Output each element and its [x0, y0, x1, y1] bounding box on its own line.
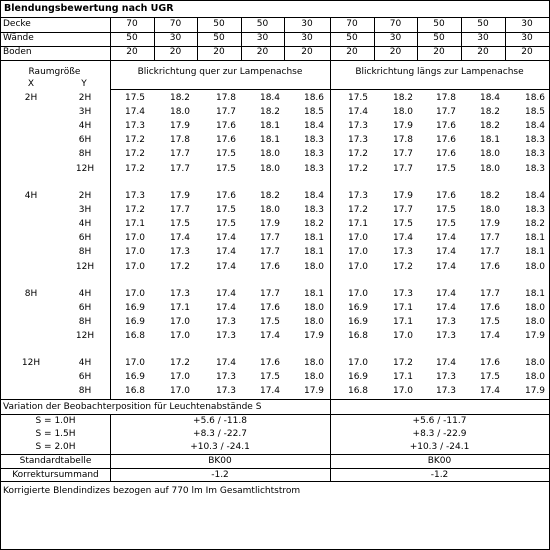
ugr-value-across: 17.4 [169, 233, 191, 243]
reflectance-value: 20 [126, 47, 138, 57]
reflectance-value: 20 [346, 47, 358, 57]
ugr-value-along: 17.6 [479, 358, 501, 368]
ugr-value-along: 17.5 [347, 93, 369, 103]
ugr-value-along: 18.3 [524, 135, 546, 145]
ugr-value-across: 17.7 [259, 233, 281, 243]
ugr-value-along: 17.3 [347, 191, 369, 201]
ugr-value-across: 17.5 [259, 372, 281, 382]
ugr-value-across: 18.4 [259, 93, 281, 103]
reflectance-col-divider [110, 17, 111, 60]
ugr-value-along: 16.9 [347, 303, 369, 313]
ugr-value-along: 17.4 [479, 331, 501, 341]
reflectance-value: 30 [477, 33, 489, 43]
ugr-value-along: 17.6 [479, 303, 501, 313]
ugr-value-along: 17.5 [392, 219, 414, 229]
reflectance-value: 50 [477, 19, 489, 29]
ugr-value-across: 17.5 [124, 93, 146, 103]
reflectance-value: 30 [256, 33, 269, 43]
ugr-value-along: 18.2 [479, 107, 501, 117]
variation-value-along: +8.3 / -22.9 [412, 429, 467, 439]
ugr-value-along: 18.1 [524, 233, 546, 243]
reflectance-value: 50 [346, 33, 358, 43]
standard-divider [1, 468, 549, 469]
ugr-value-across: 17.2 [169, 262, 191, 272]
ugr-value-across: 17.3 [124, 121, 146, 131]
ugr-value-across: 17.3 [169, 289, 191, 299]
ugr-value-across: 17.1 [169, 303, 191, 313]
ugr-value-along: 18.4 [479, 93, 501, 103]
ugr-value-along: 17.7 [392, 205, 414, 215]
ugr-value-along: 16.9 [347, 317, 369, 327]
reflectance-value: 50 [433, 33, 445, 43]
ugr-value-across: 17.4 [259, 386, 281, 396]
variation-label: S = 1.5H [35, 429, 76, 439]
reflectance-value: 70 [126, 19, 138, 29]
ugr-value-along: 17.4 [435, 303, 457, 313]
ugr-value-along: 17.9 [479, 219, 501, 229]
reflectance-label: Wände [3, 33, 34, 43]
ugr-value-across: 17.9 [259, 219, 281, 229]
ugr-value-along: 17.5 [435, 205, 457, 215]
ugr-value-along: 17.0 [392, 331, 414, 341]
ugr-value-along: 17.7 [392, 164, 414, 174]
ugr-value-along: 17.9 [524, 386, 546, 396]
ugr-value-across: 18.1 [259, 121, 281, 131]
ugr-value-along: 17.3 [347, 121, 369, 131]
ugr-value-across: 17.6 [259, 358, 281, 368]
ugr-value-across: 17.4 [215, 303, 237, 313]
reflectance-value: 30 [389, 33, 402, 43]
ugr-value-across: 18.1 [303, 247, 325, 257]
ugr-value-along: 17.7 [479, 233, 501, 243]
variation-value-across: +5.6 / -11.8 [193, 416, 247, 426]
ugr-value-across: 17.6 [215, 191, 237, 201]
variation-value-along: +10.3 / -24.1 [409, 442, 470, 452]
ugr-value-along: 18.0 [392, 107, 414, 117]
x-label: X [27, 79, 35, 89]
ugr-value-across: 17.0 [124, 262, 146, 272]
ugr-value-across: 17.0 [124, 233, 146, 243]
ugr-value-across: 18.0 [259, 205, 281, 215]
ugr-value-across: 18.1 [303, 233, 325, 243]
ugr-value-along: 17.4 [347, 107, 369, 117]
ugr-value-across: 16.8 [124, 331, 146, 341]
ugr-value-across: 17.2 [169, 358, 191, 368]
ugr-value-along: 17.0 [347, 289, 369, 299]
ugr-value-along: 18.2 [524, 219, 546, 229]
ugr-value-along: 17.6 [435, 135, 457, 145]
ugr-value-along: 18.0 [479, 205, 501, 215]
reflectance-value: 30 [521, 33, 533, 43]
reflectance-label: Decke [3, 19, 31, 29]
ugr-value-across: 17.3 [215, 372, 237, 382]
ugr-value-along: 17.5 [435, 164, 457, 174]
ugr-value-across: 17.5 [215, 164, 237, 174]
row-y-label: 8H [78, 247, 92, 257]
reflectance-value: 30 [301, 33, 313, 43]
ugr-value-across: 17.0 [169, 372, 191, 382]
group-x-label: 2H [24, 93, 38, 103]
ugr-value-across: 18.3 [303, 205, 325, 215]
ugr-value-along: 18.2 [479, 121, 501, 131]
variation-label: S = 2.0H [35, 442, 76, 452]
ugr-value-along: 17.2 [347, 205, 369, 215]
ugr-value-along: 17.4 [479, 386, 501, 396]
reflectance-col-divider [154, 17, 155, 60]
variation-value-across: +10.3 / -24.1 [190, 442, 250, 452]
ugr-value-across: 17.4 [259, 331, 281, 341]
ugr-value-along: 17.9 [392, 121, 414, 131]
ugr-value-along: 17.6 [435, 191, 457, 201]
reflectance-value: 20 [169, 47, 182, 57]
row-y-label: 8H [78, 386, 92, 396]
ugr-value-along: 17.4 [435, 289, 457, 299]
row-y-label: 4H [78, 121, 92, 131]
row-y-label: 3H [78, 205, 92, 215]
ugr-value-across: 18.2 [303, 219, 325, 229]
reflectance-col-divider [374, 17, 375, 60]
ugr-value-across: 17.4 [215, 358, 237, 368]
row-y-label: 6H [78, 135, 92, 145]
ugr-value-along: 17.3 [435, 386, 457, 396]
ugr-value-along: 17.3 [435, 372, 457, 382]
ugr-value-across: 17.7 [169, 149, 191, 159]
ugr-value-along: 17.2 [392, 358, 414, 368]
footer-divider [1, 481, 549, 482]
ugr-value-across: 17.4 [215, 247, 237, 257]
row-y-label: 12H [75, 331, 95, 341]
ugr-value-across: 17.2 [124, 164, 146, 174]
ugr-value-across: 17.6 [215, 135, 237, 145]
ugr-value-across: 17.7 [215, 107, 237, 117]
ugr-value-along: 17.4 [435, 233, 457, 243]
ugr-value-along: 17.3 [392, 247, 414, 257]
ugr-value-along: 17.6 [479, 262, 501, 272]
ugr-value-across: 17.4 [215, 262, 237, 272]
reflectance-col-divider [284, 17, 285, 60]
row-y-label: 8H [78, 317, 92, 327]
ugr-value-along: 18.0 [524, 358, 546, 368]
ugr-value-across: 17.3 [169, 247, 191, 257]
ugr-value-across: 18.3 [303, 164, 325, 174]
ugr-value-across: 18.0 [303, 358, 325, 368]
ugr-value-along: 18.6 [524, 93, 546, 103]
ugr-value-across: 17.3 [215, 386, 237, 396]
reflectance-col-divider [197, 17, 198, 60]
ugr-value-along: 17.0 [347, 262, 369, 272]
ugr-value-across: 18.1 [259, 135, 281, 145]
standard-table-along: BK00 [427, 456, 452, 466]
row-y-label: 4H [78, 358, 92, 368]
ugr-value-across: 17.2 [124, 149, 146, 159]
row-y-label: 4H [78, 289, 92, 299]
ugr-value-along: 17.7 [435, 107, 457, 117]
ugr-value-along: 17.4 [435, 262, 457, 272]
group-x-label: 8H [24, 289, 38, 299]
correction-label: Korrektursummand [12, 470, 99, 480]
ugr-value-along: 17.3 [435, 317, 457, 327]
ugr-value-along: 18.3 [524, 205, 546, 215]
ugr-value-along: 18.1 [524, 289, 546, 299]
ugr-value-along: 17.3 [435, 331, 457, 341]
reflectance-value: 20 [477, 47, 489, 57]
variation-value-across: +8.3 / -22.7 [193, 429, 247, 439]
ugr-value-across: 18.3 [303, 135, 325, 145]
reflectance-value: 20 [389, 47, 402, 57]
footer-note: Korrigierte Blendindizes bezogen auf 770 lm Im Gesamtlichtstrom [3, 486, 301, 496]
ugr-value-along: 17.3 [347, 135, 369, 145]
reflectance-value: 50 [126, 33, 138, 43]
ugr-value-along: 17.7 [479, 289, 501, 299]
ugr-value-along: 17.5 [479, 317, 501, 327]
row-y-label: 12H [75, 262, 95, 272]
ugr-value-along: 17.4 [435, 358, 457, 368]
ugr-value-across: 16.9 [124, 372, 146, 382]
standard-col-divider [110, 454, 111, 481]
ugr-value-across: 17.3 [215, 317, 237, 327]
reflectance-value: 50 [213, 33, 225, 43]
ugr-value-across: 17.3 [215, 331, 237, 341]
ugr-value-along: 17.1 [392, 303, 414, 313]
ugr-value-along: 17.6 [435, 149, 457, 159]
ugr-value-across: 17.0 [169, 331, 191, 341]
reflectance-value: 30 [169, 33, 182, 43]
ugr-value-along: 18.0 [524, 303, 546, 313]
table-title: Blendungsbewertung nach UGR [4, 3, 174, 14]
row-y-label: 2H [78, 93, 92, 103]
ugr-value-along: 17.8 [392, 135, 414, 145]
ugr-value-across: 18.0 [259, 164, 281, 174]
ugr-value-across: 17.9 [303, 331, 325, 341]
ugr-value-across: 18.2 [259, 107, 281, 117]
ugr-value-across: 16.8 [124, 386, 146, 396]
reflectance-col-divider [241, 17, 242, 60]
group-x-label: 12H [21, 358, 41, 368]
row-y-label: 4H [78, 219, 92, 229]
row-y-label: 6H [78, 233, 92, 243]
reflectance-label: Boden [3, 47, 32, 57]
ugr-value-across: 17.8 [169, 135, 191, 145]
ugr-value-along: 18.0 [479, 149, 501, 159]
ugr-value-across: 17.8 [215, 93, 237, 103]
reflectance-value: 50 [256, 19, 269, 29]
ugr-value-across: 17.3 [124, 191, 146, 201]
ugr-value-along: 18.0 [524, 372, 546, 382]
reflectance-col-divider [417, 17, 418, 60]
ugr-value-along: 18.3 [524, 164, 546, 174]
ugr-value-across: 17.0 [124, 247, 146, 257]
ugr-value-across: 17.2 [124, 205, 146, 215]
ugr-value-along: 17.6 [435, 121, 457, 131]
ugr-value-across: 17.7 [259, 289, 281, 299]
ugr-value-along: 17.2 [347, 164, 369, 174]
ugr-value-along: 18.1 [479, 135, 501, 145]
ugr-value-across: 17.0 [169, 317, 191, 327]
ugr-value-across: 17.6 [259, 303, 281, 313]
ugr-value-across: 18.4 [303, 121, 325, 131]
variation-title: Variation der Beobachterposition für Leuchtenabstände S [3, 402, 262, 412]
ugr-value-along: 17.0 [347, 358, 369, 368]
ugr-value-along: 18.3 [524, 149, 546, 159]
reflectance-value: 50 [433, 19, 445, 29]
ugr-value-along: 18.4 [524, 121, 546, 131]
correction-across: -1.2 [211, 470, 229, 480]
ugr-value-across: 17.2 [124, 135, 146, 145]
ugr-value-across: 17.5 [215, 149, 237, 159]
ugr-value-along: 17.4 [435, 247, 457, 257]
variation-col-divider [110, 414, 111, 454]
ugr-value-along: 17.1 [347, 219, 369, 229]
variation-bottom-divider [1, 454, 549, 455]
ugr-value-along: 18.5 [524, 107, 546, 117]
ugr-value-across: 17.0 [124, 289, 146, 299]
row-y-label: 6H [78, 303, 92, 313]
ugr-value-along: 17.7 [392, 149, 414, 159]
across-label: Blickrichtung quer zur Lampenachse [137, 67, 303, 77]
variation-value-along: +5.6 / -11.7 [412, 416, 467, 426]
variation-title-divider [1, 414, 549, 415]
ugr-value-across: 17.0 [169, 386, 191, 396]
ugr-value-across: 17.4 [215, 289, 237, 299]
ugr-value-across: 18.0 [303, 262, 325, 272]
room-size-label: Raumgröße [28, 67, 81, 77]
along-label: Blickrichtung längs zur Lampenachse [355, 67, 524, 77]
ugr-value-along: 18.2 [392, 93, 414, 103]
ugr-value-along: 17.5 [479, 372, 501, 382]
ugr-value-across: 17.4 [124, 107, 146, 117]
ugr-value-across: 17.5 [169, 219, 191, 229]
reflectance-row-divider [1, 60, 549, 61]
ugr-value-across: 16.9 [124, 303, 146, 313]
ugr-value-along: 17.1 [392, 372, 414, 382]
reflectance-value: 70 [346, 19, 358, 29]
ugr-value-along: 17.0 [392, 386, 414, 396]
ugr-value-across: 18.5 [303, 107, 325, 117]
row-y-label: 8H [78, 149, 92, 159]
ugr-value-across: 17.4 [215, 233, 237, 243]
ugr-value-along: 17.0 [347, 233, 369, 243]
ugr-value-along: 18.0 [479, 164, 501, 174]
reflectance-col-divider [461, 17, 462, 60]
ugr-value-across: 17.9 [169, 121, 191, 131]
reflectance-value: 20 [301, 47, 313, 57]
ugr-value-across: 17.9 [303, 386, 325, 396]
ugr-value-across: 16.9 [124, 317, 146, 327]
ugr-value-across: 17.7 [259, 247, 281, 257]
ugr-value-across: 18.0 [303, 317, 325, 327]
reflectance-value: 30 [301, 19, 313, 29]
reflectance-col-divider [505, 17, 506, 60]
ugr-value-along: 17.9 [524, 331, 546, 341]
ugr-value-across: 17.1 [124, 219, 146, 229]
ugr-value-across: 17.6 [259, 262, 281, 272]
y-label: Y [81, 79, 87, 89]
ugr-value-across: 18.0 [169, 107, 191, 117]
ugr-value-across: 18.0 [303, 303, 325, 313]
reflectance-value: 20 [433, 47, 445, 57]
ugr-value-along: 16.8 [347, 386, 369, 396]
title-divider [1, 17, 549, 18]
ugr-value-across: 18.2 [169, 93, 191, 103]
ugr-value-along: 16.8 [347, 331, 369, 341]
ugr-value-along: 18.2 [479, 191, 501, 201]
ugr-value-across: 18.2 [259, 191, 281, 201]
ugr-value-along: 17.5 [435, 219, 457, 229]
ugr-value-across: 18.0 [259, 149, 281, 159]
ugr-value-across: 17.6 [215, 121, 237, 131]
ugr-value-along: 17.4 [392, 233, 414, 243]
reflectance-value: 70 [169, 19, 182, 29]
ugr-value-along: 17.3 [392, 289, 414, 299]
data-col-divider [110, 60, 111, 399]
reflectance-value: 20 [256, 47, 269, 57]
variation-label: S = 1.0H [35, 416, 76, 426]
ugr-value-along: 17.9 [392, 191, 414, 201]
ugr-value-across: 17.7 [169, 205, 191, 215]
variation-top-divider [1, 399, 549, 400]
ugr-value-across: 18.0 [303, 372, 325, 382]
row-y-label: 3H [78, 107, 92, 117]
standard-table-across: BK00 [208, 456, 232, 466]
ugr-value-across: 17.7 [169, 164, 191, 174]
reflectance-value: 50 [213, 19, 225, 29]
ugr-value-across: 17.0 [124, 358, 146, 368]
standard-table-label: Standardtabelle [19, 456, 92, 466]
ugr-value-along: 17.2 [392, 262, 414, 272]
ugr-value-across: 17.5 [215, 219, 237, 229]
group-x-label: 4H [24, 191, 38, 201]
ugr-value-across: 17.9 [169, 191, 191, 201]
correction-along: -1.2 [430, 470, 449, 480]
ugr-value-across: 18.3 [303, 149, 325, 159]
row-y-label: 6H [78, 372, 92, 382]
ugr-value-along: 17.2 [347, 149, 369, 159]
ugr-value-along: 17.7 [479, 247, 501, 257]
ugr-value-along: 17.0 [347, 247, 369, 257]
reflectance-value: 70 [389, 19, 402, 29]
reflectance-value: 20 [213, 47, 225, 57]
ugr-value-across: 18.1 [303, 289, 325, 299]
reflectance-value: 20 [521, 47, 533, 57]
ugr-value-across: 17.5 [259, 317, 281, 327]
ugr-value-along: 18.1 [524, 247, 546, 257]
row-y-label: 12H [75, 164, 95, 174]
ugr-value-across: 18.6 [303, 93, 325, 103]
ugr-value-along: 18.0 [524, 317, 546, 327]
ugr-value-along: 17.1 [392, 317, 414, 327]
ugr-value-along: 16.9 [347, 372, 369, 382]
ugr-value-along: 18.0 [524, 262, 546, 272]
ugr-value-across: 17.5 [215, 205, 237, 215]
ugr-value-across: 18.4 [303, 191, 325, 201]
reflectance-value: 30 [521, 19, 533, 29]
row-y-label: 2H [78, 191, 92, 201]
reflectance-col-divider [330, 17, 331, 60]
ugr-value-along: 17.8 [435, 93, 457, 103]
ugr-value-along: 18.4 [524, 191, 546, 201]
